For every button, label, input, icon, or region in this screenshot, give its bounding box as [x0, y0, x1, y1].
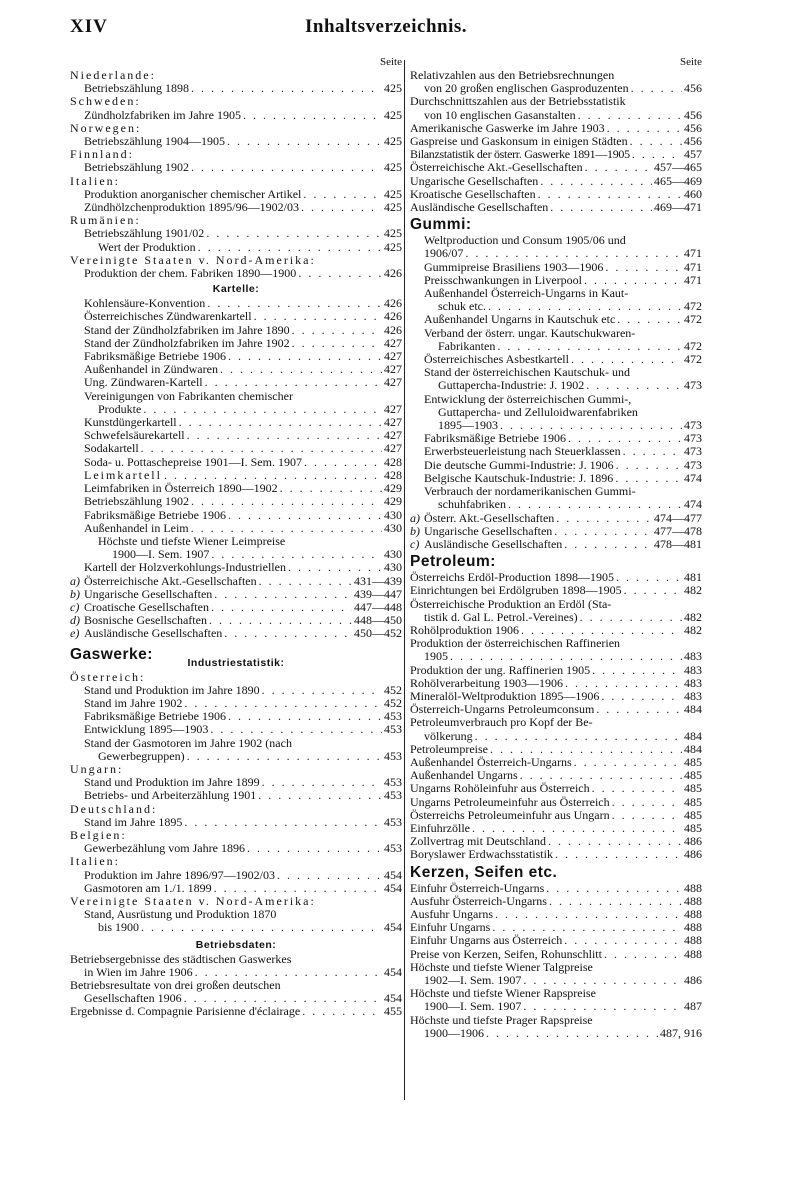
toc-entry: 1905 . . . 483 — [410, 650, 702, 663]
toc-entry: schuk etc. . . . 472 — [410, 300, 702, 313]
subsection-heading: Industriestatistik: — [187, 656, 285, 669]
toc-entry: a) Österr. Akt.-Gesellschaften . . . 474—477 — [410, 512, 702, 525]
toc-entry: Zündhölzchenproduktion 1895/96—1902/03 . . . 425 — [70, 201, 402, 214]
toc-entry-line: Durchschnittszahlen aus der Betriebsstatistik — [410, 94, 626, 109]
toc-entry: Preise von Kerzen, Seifen, Rohunschlitt . . . 488 — [410, 948, 702, 961]
toc-entry: Fabriksmäßige Betriebe 1906 . . . 453 — [70, 710, 402, 723]
left-column — [70, 56, 402, 1019]
toc-entry: Österreich-Ungarns Petroleumconsum . . . 484 — [410, 703, 702, 716]
toc-entry: a) Österreichische Akt.-Gesellschaften . . . 431—439 — [70, 575, 402, 588]
toc-entry: Fabriksmäßige Betriebe 1906 . . . 473 — [410, 432, 702, 445]
subsection-heading: Kartelle: — [212, 283, 260, 296]
country-heading: Vereinigte Staaten v. Nord-Amerika: — [70, 893, 316, 908]
toc-entry: Mineralöl-Weltproduktion 1895—1906 . . . 483 — [410, 690, 702, 703]
toc-entry-line: Stand der österreichischen Kautschuk- und — [424, 365, 630, 380]
kartelle-list-2 — [70, 416, 402, 535]
toc-entry: Ungarns Rohöleinfuhr aus Österreich . . . 485 — [410, 782, 702, 795]
toc-entry: Produktion der chem. Fabriken 1890—1900 . . . 426 — [70, 267, 402, 280]
toc-entry: Betriebs- und Arbeiterzählung 1901 . . . 453 — [70, 789, 402, 802]
section-heading: Gummi: — [410, 216, 472, 234]
toc-entry: Stand im Jahre 1902 . . . 452 — [70, 697, 402, 710]
section-heading: Petroleum: — [410, 553, 496, 571]
toc-entry: Fabriksmäßige Betriebe 1906 . . . 430 — [70, 509, 402, 522]
toc-entry: Außenhandel Ungarns . . . 485 — [410, 769, 702, 782]
toc-entry: Die deutsche Gummi-Industrie: J. 1906 . . . 473 — [410, 459, 702, 472]
toc-entry: von 10 englischen Gasanstalten . . . 456 — [410, 109, 702, 122]
toc-entry: Rohölverarbeitung 1903—1906 . . . 483 — [410, 677, 702, 690]
toc-entry-line: Stand, Ausrüstung und Produktion 1870 — [84, 907, 277, 922]
toc-entry: Produktion im Jahre 1896/97—1902/03 . . . 454 — [70, 869, 402, 882]
toc-entry: Rohölproduktion 1906 . . . 482 — [410, 624, 702, 637]
toc-entry: Stand und Produktion im Jahre 1899 . . . 453 — [70, 776, 402, 789]
toc-entry: 1906/07 . . . 471 — [410, 247, 702, 260]
toc-entry-line: Petroleumverbrauch pro Kopf der Be- — [410, 715, 593, 730]
toc-entry: tistik d. Gal L. Petrol.-Vereines) . . . 482 — [410, 611, 702, 624]
toc-entry-line: Entwicklung der österreichischen Gummi-, — [424, 391, 632, 406]
toc-entry-line: Produktion der österreichischen Raffinerien — [410, 636, 621, 651]
toc-entry: Betriebszählung 1902 . . . 425 — [70, 161, 402, 174]
country-heading: Vereinigte Staaten v. Nord-Amerika: — [70, 252, 316, 267]
toc-entry: Außenhandel Österreich-Ungarns . . . 485 — [410, 756, 702, 769]
toc-entry: Gasmotoren am 1./1. 1899 . . . 454 — [70, 882, 402, 895]
toc-entry-line: Höchste und tiefste Prager Rapspreise — [410, 1012, 593, 1027]
holz-list — [70, 575, 402, 641]
country-heading: Italien: — [70, 854, 120, 869]
toc-entry: Gewerbegruppen) . . . 453 — [70, 750, 402, 763]
toc-entry: Entwicklung 1895—1903 . . . 453 — [70, 723, 402, 736]
toc-entry: Einfuhr Ungarns aus Österreich . . . 488 — [410, 934, 702, 947]
toc-entry: Ung. Zündwaren-Kartell . . . 427 — [70, 376, 402, 389]
toc-entry: Kunstdüngerkartell . . . 427 — [70, 416, 402, 429]
toc-entry: Erwerbsteuerleistung nach Steuerklassen . . . 473 — [410, 445, 702, 458]
page-header — [70, 16, 702, 42]
toc-entry: Außenhandel Ungarns in Kautschuk etc . . . 472 — [410, 313, 702, 326]
country-heading: Ungarn: — [70, 761, 124, 776]
toc-entry: Gewerbezählung vom Jahre 1896 . . . 453 — [70, 842, 402, 855]
toc-entry: bis 1900 . . . 454 — [70, 921, 402, 934]
toc-entry: d) Bosnische Gesellschaften . . . 448—450 — [70, 614, 402, 627]
toc-entry: Guttapercha-Industrie: J. 1902 . . . 473 — [410, 379, 702, 392]
toc-entry: Außenhandel in Zündwaren . . . 427 — [70, 363, 402, 376]
toc-entry: Stand der Zündholzfabriken im Jahre 1902 . . . 427 — [70, 337, 402, 350]
toc-entry: Betriebszählung 1898 . . . 425 — [70, 82, 402, 95]
country-heading: Deutschland: — [70, 801, 158, 816]
toc-entry: Leimkartell . . . 428 — [70, 469, 402, 482]
toc-entry: Ergebnisse d. Compagnie Parisienne d'éclairage . . . 455 — [70, 1005, 402, 1018]
toc-entry: Ausländische Gesellschaften . . . 469—471 — [410, 201, 702, 214]
country-heading: Norwegen: — [70, 120, 142, 135]
toc-entry-line: Betriebsergebnisse des städtischen Gaswerkes — [70, 951, 292, 966]
toc-entry: Bilanzstatistik der österr. Gaswerke 1891—1905 . . . 457 — [410, 148, 702, 161]
toc-entry-line: Vereinigungen von Fabrikanten chemischer — [84, 388, 293, 403]
toc-entry: Stand im Jahre 1895 . . . 453 — [70, 816, 402, 829]
section-heading: Gaswerke: — [70, 645, 153, 663]
toc-entry: Einfuhr Ungarns . . . 488 — [410, 921, 702, 934]
toc-entry: Produktion anorganischer chemischer Artikel . . . 425 — [70, 188, 402, 201]
toc-entry: Soda- u. Pottaschepreise 1901—I. Sem. 1907 . . . 428 — [70, 456, 402, 469]
toc-entry-line: Österreichische Produktion an Erdöl (Sta- — [410, 596, 612, 611]
toc-entry: Ausfuhr Österreich-Ungarns . . . 488 — [410, 895, 702, 908]
seite-label: Seite — [380, 56, 402, 68]
toc-entry: Preisschwankungen in Liverpool . . . 471 — [410, 274, 702, 287]
toc-entry: Österreichische Akt.-Gesellschaften . . . 457—465 — [410, 161, 702, 174]
country-heading: Belgien: — [70, 827, 127, 842]
country-heading: Italien: — [70, 173, 120, 188]
toc-entry-line: Guttapercha- und Zelluloidwarenfabriken — [438, 404, 638, 419]
toc-entry: Stand der Zündholzfabriken im Jahre 1890 . . . 426 — [70, 324, 402, 337]
toc-entry: Ungarische Gesellschaften . . . 465—469 — [410, 175, 702, 188]
toc-entry-line: Außenhandel Österreich-Ungarns in Kaut- — [424, 286, 629, 301]
page-number: XIV — [70, 16, 108, 37]
toc-entry: e) Ausländische Gesellschaften . . . 450—452 — [70, 627, 402, 640]
toc-entry: Österreichisches Zündwarenkartell . . . 426 — [70, 310, 402, 323]
toc-entry: Zündholzfabriken im Jahre 1905 . . . 425 — [70, 109, 402, 122]
toc-entry: 1900—1906 . . . 487, 916 — [410, 1027, 702, 1040]
page-title: Inhaltsverzeichnis. — [304, 16, 468, 37]
country-heading: Niederlande: — [70, 68, 156, 82]
toc-entry-line: Höchste und tiefste Wiener Talgpreise — [410, 959, 593, 974]
right-column — [410, 56, 702, 1040]
toc-entry: Kohlensäure-Konvention . . . 426 — [70, 297, 402, 310]
toc-entry: Sodakartell . . . 427 — [70, 442, 402, 455]
seite-label: Seite — [680, 56, 702, 68]
toc-entry: Einfuhr Österreich-Ungarns . . . 488 — [410, 882, 702, 895]
country-heading: Finnland: — [70, 147, 135, 162]
toc-entry-line: Höchste und tiefste Wiener Leimpreise — [98, 533, 286, 548]
country-heading: Österreich: — [70, 669, 146, 684]
toc-entry: Leimfabriken in Österreich 1890—1902 . . . 429 — [70, 482, 402, 495]
toc-entry: c) Ausländische Gesellschaften . . . 478—481 — [410, 538, 702, 551]
toc-entry: Belgische Kautschuk-Industrie: J. 1896 . . . 474 — [410, 472, 702, 485]
toc-entry: Gesellschaften 1906 . . . 454 — [70, 992, 402, 1005]
toc-entry-line: Verbrauch der nordamerikanischen Gummi- — [424, 484, 636, 499]
toc-entry: b) Ungarische Gesellschaften . . . 477—478 — [410, 525, 702, 538]
toc-entry: Zollvertrag mit Deutschland . . . 486 — [410, 835, 702, 848]
toc-entry: Produktion der ung. Raffinerien 1905 . . . 483 — [410, 664, 702, 677]
toc-entry: Ungarns Petroleumeinfuhr aus Österreich . . . 485 — [410, 796, 702, 809]
toc-entry: 1900—I. Sem. 1907 . . . 430 — [70, 548, 402, 561]
toc-entry-line: Betriebsresultate von drei großen deutschen — [70, 978, 281, 992]
toc-entry: Gaspreise und Gaskonsum in einigen Städten . . . 456 — [410, 135, 702, 148]
column-divider — [404, 60, 405, 1100]
toc-entry: Einrichtungen bei Erdölgruben 1898—1905 . . . 482 — [410, 584, 702, 597]
country-heading: Rumänien: — [70, 213, 141, 228]
toc-entry: Petroleumpreise . . . 484 — [410, 743, 702, 756]
toc-entry-line: Höchste und tiefste Wiener Rapspreise — [410, 986, 596, 1001]
toc-entry: von 20 großen englischen Gasproduzenten . . . 456 — [410, 82, 702, 95]
toc-entry: Produkte . . . 427 — [70, 403, 402, 416]
toc-entry: Fabriksmäßige Betriebe 1906 . . . 427 — [70, 350, 402, 363]
toc-entry: Kartell der Holzverkohlungs-Industriellen . . . 430 — [70, 561, 402, 574]
toc-entry: Wert der Produktion . . . 425 — [70, 241, 402, 254]
toc-entry: Betriebszählung 1904—1905 . . . 425 — [70, 135, 402, 148]
toc-entry-line: Weltproduction und Consum 1905/06 und — [424, 233, 626, 248]
toc-entry: Außenhandel in Leim . . . 430 — [70, 522, 402, 535]
toc-entry: schuhfabriken . . . 474 — [410, 498, 702, 511]
toc-entry-line: Verband der österr. ungar. Kautschukwaren- — [424, 325, 636, 340]
country-heading: Schweden: — [70, 94, 141, 109]
toc-entry: 1895—1903 . . . 473 — [410, 419, 702, 432]
toc-entry: Österreichs Petroleumeinfuhr aus Ungarn . . . 485 — [410, 809, 702, 822]
section-heading: Kerzen, Seifen etc. — [410, 863, 558, 881]
toc-entry: 1902—I. Sem. 1907 . . . 486 — [410, 974, 702, 987]
toc-entry: 1900—I. Sem. 1907 . . . 487 — [410, 1000, 702, 1013]
toc-entry: Kroatische Gesellschaften . . . 460 — [410, 188, 702, 201]
toc-entry: c) Croatische Gesellschaften . . . 447—448 — [70, 601, 402, 614]
toc-entry: völkerung . . . 484 — [410, 730, 702, 743]
toc-entry: Fabrikanten . . . 472 — [410, 340, 702, 353]
toc-entry: Österreichisches Asbestkartell . . . 472 — [410, 353, 702, 366]
toc-entry-line: Stand der Gasmotoren im Jahre 1902 (nach — [84, 735, 292, 750]
toc-entry: Gummipreise Brasiliens 1903—1906 . . . 471 — [410, 261, 702, 274]
toc-entry: Österreichs Erdöl-Production 1898—1905 . . . 481 — [410, 571, 702, 584]
toc-entry: b) Ungarische Gesellschaften . . . 439—447 — [70, 588, 402, 601]
kartelle-list — [70, 297, 402, 389]
toc-entry: Amerikanische Gaswerke im Jahre 1903 . . . 456 — [410, 122, 702, 135]
toc-entry: Betriebszählung 1901/02 . . . 425 — [70, 227, 402, 240]
toc-entry-line: Relativzahlen aus den Betriebsrechnungen — [410, 68, 615, 82]
toc-entry: in Wien im Jahre 1906 . . . 454 — [70, 966, 402, 979]
subsection-heading: Betriebsdaten: — [195, 938, 277, 951]
toc-entry: Boryslawer Erdwachsstatistik . . . 486 — [410, 848, 702, 861]
toc-entry: Stand und Produktion im Jahre 1890 . . . 452 — [70, 684, 402, 697]
toc-entry: Betriebszählung 1902 . . . 429 — [70, 495, 402, 508]
toc-entry: Schwefelsäurekartell . . . 427 — [70, 429, 402, 442]
toc-entry: Ausfuhr Ungarns . . . 488 — [410, 908, 702, 921]
toc-entry: Einfuhrzölle . . . 485 — [410, 822, 702, 835]
